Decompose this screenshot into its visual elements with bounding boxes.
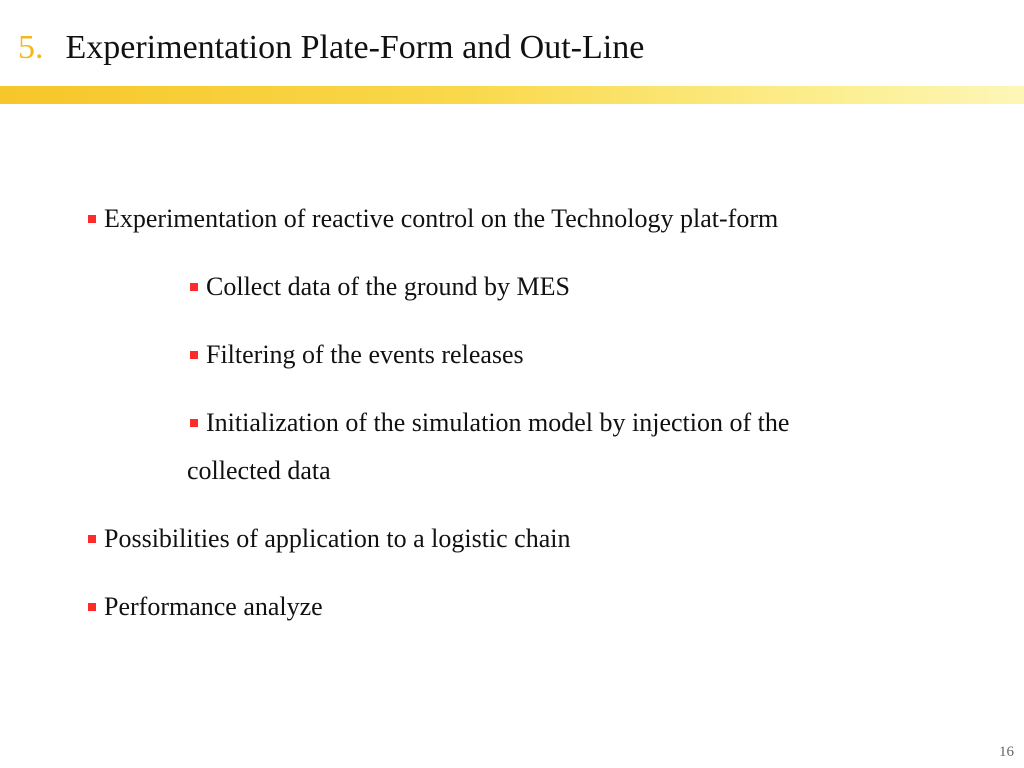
square-bullet-icon bbox=[88, 603, 96, 611]
bullet-text: Initialization of the simulation model by injection of the bbox=[206, 408, 790, 437]
bullet-text: Collect data of the ground by MES bbox=[206, 272, 570, 301]
bullet-text-continuation: collected data bbox=[187, 456, 331, 485]
square-bullet-icon bbox=[88, 215, 96, 223]
page-number: 16 bbox=[999, 744, 1014, 760]
bullet-item-possibilities bbox=[88, 515, 571, 563]
bullet-text: Filtering of the events releases bbox=[206, 340, 524, 369]
bullet-item-experimentation bbox=[88, 195, 778, 243]
section-number: 5. bbox=[18, 29, 44, 66]
bullet-item-collect-data bbox=[190, 263, 570, 311]
square-bullet-icon bbox=[190, 283, 198, 291]
bullet-item-initialization bbox=[187, 399, 950, 495]
title-text: Experimentation Plate-Form and Out-Line bbox=[65, 29, 645, 66]
square-bullet-icon bbox=[190, 351, 198, 359]
bullet-text: Possibilities of application to a logistic chain bbox=[104, 524, 571, 553]
bullet-item-filtering bbox=[190, 331, 524, 379]
bullet-text: Experimentation of reactive control on the Technology plat-form bbox=[104, 204, 779, 233]
bullet-item-performance bbox=[88, 583, 323, 631]
bullet-text: Performance analyze bbox=[104, 592, 323, 621]
square-bullet-icon bbox=[190, 419, 198, 427]
square-bullet-icon bbox=[88, 535, 96, 543]
